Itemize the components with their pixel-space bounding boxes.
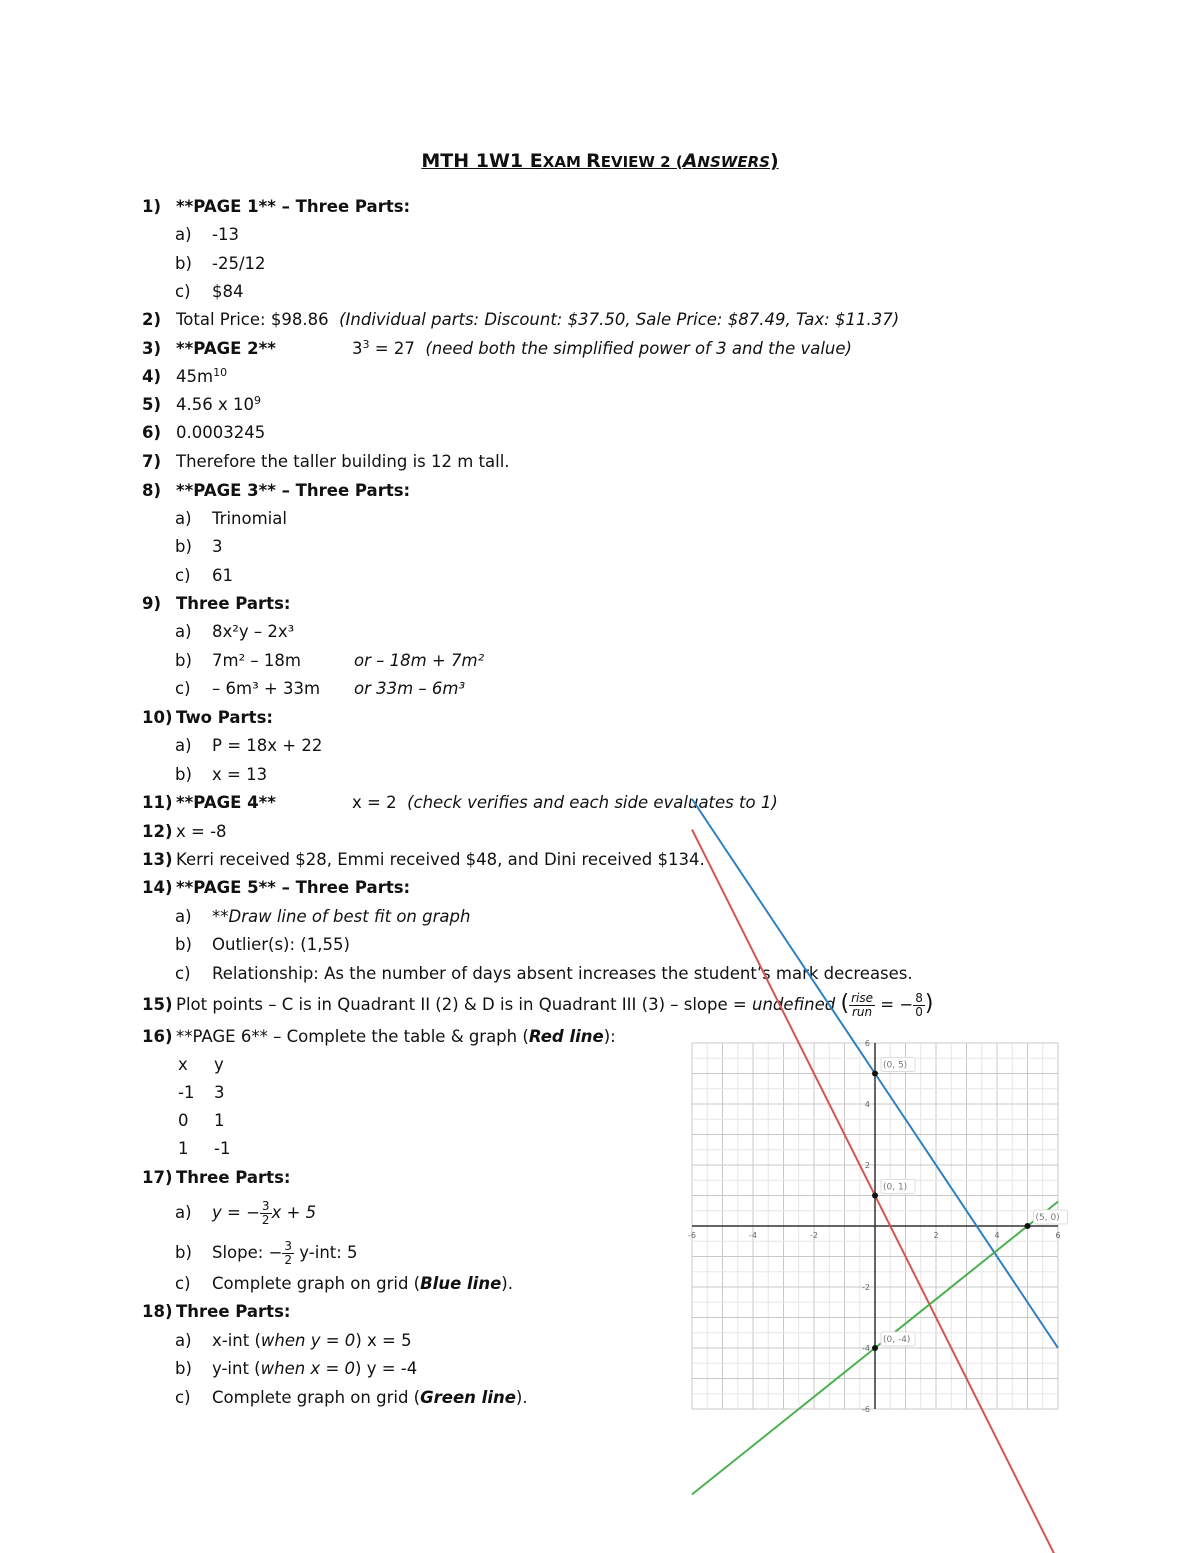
q8-part-b: b) 3 xyxy=(175,537,223,556)
q18-part-c: c) Complete graph on grid (Green line). xyxy=(175,1388,528,1407)
q14-part-a: a) **Draw line of best fit on graph xyxy=(175,907,471,926)
question-13: 13) Kerri received $28, Emmi received $48, and Dini received $134. xyxy=(142,850,705,869)
question-5: 5) 4.56 x $10^9$ xyxy=(142,394,261,414)
point-label: (5, 0) xyxy=(1035,1213,1060,1223)
question-6: 6) 0.0003245 xyxy=(142,423,266,442)
question-7: 7) Therefore the taller building is 12 m tall. xyxy=(142,452,510,471)
q8-part-c: c) 61 xyxy=(175,566,233,585)
question-16: 16) **PAGE 6** – Complete the table & graph (Red line): xyxy=(142,1027,616,1046)
question-3: 3) **PAGE 2** $3^3 = 27$ (need both the simplified power of 3 and the value) xyxy=(142,338,852,358)
graph-point xyxy=(872,1193,878,1199)
q8-part-a: a) Trinomial xyxy=(175,509,287,528)
question-1: 1) **PAGE 1** – Three Parts: xyxy=(142,197,411,216)
q18-part-b: b) y-int (when x = 0) y = -4 xyxy=(175,1359,418,1378)
question-10: 10) Two Parts: xyxy=(142,708,273,727)
point-label: (0, -4) xyxy=(883,1335,911,1345)
y-tick-label: 2 xyxy=(864,1161,870,1170)
question-8: 8) **PAGE 3** – Three Parts: xyxy=(142,481,411,500)
q14-part-c: c) Relationship: As the number of days absent increases the student’s mark decreases. xyxy=(175,964,913,983)
x-tick-label: -4 xyxy=(749,1231,757,1240)
x-tick-label: -2 xyxy=(810,1231,818,1240)
q1-part-b: b) -25/12 xyxy=(175,254,266,273)
question-14: 14) **PAGE 5** – Three Parts: xyxy=(142,878,411,897)
y-tick-label: -6 xyxy=(862,1405,870,1414)
question-15: 15) Plot points – C is in Quadrant II (2) & D is in Quadrant III (3) – slope = undefined ( $\frac{\text{rise}}{\text{run}}$ = − $\frac{8}{0}$ ) xyxy=(142,991,934,1019)
graph-point xyxy=(872,1345,878,1351)
question-4: 4) $45m^{10}$ xyxy=(142,366,228,386)
q17-part-b: b) Slope: − $\frac{3}{2}$ y-int: 5 xyxy=(175,1239,358,1267)
point-label: (0, 5) xyxy=(883,1060,908,1071)
table-row: x y xyxy=(178,1055,224,1074)
question-18: 18) Three Parts: xyxy=(142,1302,291,1321)
graph-point xyxy=(1025,1223,1031,1229)
q18-part-a: a) x-int (when y = 0) x = 5 xyxy=(175,1331,412,1350)
graph-point xyxy=(872,1071,878,1077)
q9-part-c: c) – 6m³ + 33m or 33m – 6m³ xyxy=(175,679,466,698)
q1-part-c: c) $84 xyxy=(175,282,244,301)
question-12: 12) x = -8 xyxy=(142,822,227,841)
table-row: -1 3 xyxy=(178,1083,225,1102)
x-tick-label: 2 xyxy=(933,1231,939,1240)
q9-part-a: a) 8x²y – 2x³ xyxy=(175,622,295,641)
y-tick-label: 6 xyxy=(864,1039,870,1048)
q9-part-b: b) 7m² – 18m or – 18m + 7m² xyxy=(175,651,485,670)
q10-part-b: b) x = 13 xyxy=(175,765,268,784)
table-row: 1 -1 xyxy=(178,1139,231,1158)
question-2: 2) Total Price: $98.86 (Individual parts: Discount: $37.50, Sale Price: $87.49, Tax: $11.37) xyxy=(142,310,900,329)
table-row: 0 1 xyxy=(178,1111,225,1130)
q17-part-a: a) y = − $\frac{3}{2}$ x + 5 xyxy=(175,1199,317,1227)
question-11: 11) **PAGE 4** x = 2 (check verifies and each side evaluates to 1) xyxy=(142,793,778,812)
point-label: (0, 1) xyxy=(883,1182,908,1193)
coordinate-graph xyxy=(688,1039,1061,1414)
y-tick-label: 4 xyxy=(864,1100,870,1109)
q14-part-b: b) Outlier(s): (1,55) xyxy=(175,935,350,954)
question-9: 9) Three Parts: xyxy=(142,594,291,613)
x-tick-label: 6 xyxy=(1055,1231,1061,1240)
x-tick-label: -6 xyxy=(688,1231,696,1240)
q17-part-c: c) Complete graph on grid (Blue line). xyxy=(175,1274,513,1293)
y-tick-label: -4 xyxy=(862,1344,870,1353)
question-17: 17) Three Parts: xyxy=(142,1168,291,1187)
q10-part-a: a) P = 18x + 22 xyxy=(175,736,323,755)
page-title: MTH 1W1 EXAM REVIEW 2 (ANSWERS) xyxy=(421,150,779,172)
q1-part-a: a) -13 xyxy=(175,225,239,244)
y-tick-label: -2 xyxy=(862,1283,870,1292)
x-tick-label: 4 xyxy=(994,1231,1000,1240)
